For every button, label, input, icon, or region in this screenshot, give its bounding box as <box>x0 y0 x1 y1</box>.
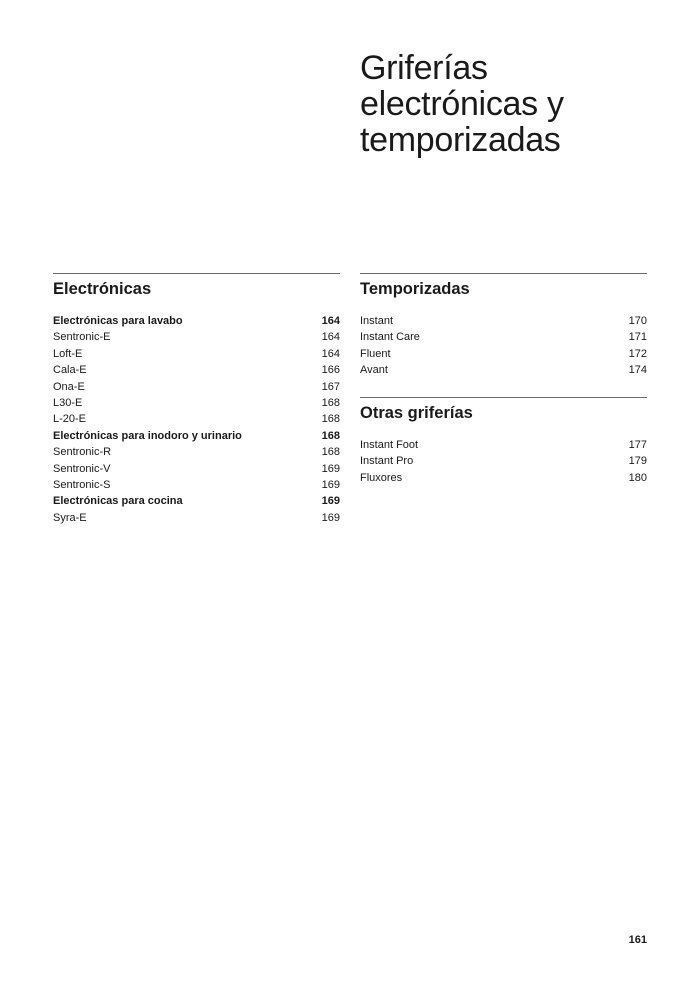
toc-list-otras-griferias <box>360 437 647 486</box>
toc-entry-page: 164 <box>321 347 340 360</box>
section-otras-griferias <box>360 397 647 486</box>
toc-entry-row <box>53 346 340 362</box>
toc-entry-label: L-20-E <box>53 413 87 426</box>
toc-entry-page: 166 <box>321 364 340 377</box>
toc-entry-page: 172 <box>628 347 647 360</box>
toc-entry-label: Syra-E <box>53 511 87 524</box>
toc-entry-page: 170 <box>628 315 647 327</box>
toc-entry-label: Electrónicas para inodoro y urinario <box>53 429 242 442</box>
toc-list-temporizadas <box>360 313 647 379</box>
toc-entry-page: 169 <box>321 511 340 524</box>
toc-entry-page: 164 <box>321 331 340 344</box>
toc-entry-page: 168 <box>321 429 340 442</box>
toc-entry-label: Electrónicas para cocina <box>53 495 183 508</box>
toc-entry-label: Instant Pro <box>360 455 414 468</box>
page-title-line: temporizadas <box>360 121 561 159</box>
toc-entry-page: 168 <box>321 413 340 426</box>
page-number: 161 <box>628 934 647 946</box>
toc-entry-row <box>360 470 647 486</box>
toc-entry-page: 168 <box>321 396 340 409</box>
section-heading-temporizadas: Temporizadas <box>360 280 470 298</box>
toc-entry-label: Fluent <box>360 347 391 360</box>
section-heading-otras-griferias: Otras griferías <box>360 404 473 422</box>
toc-entry-row <box>360 362 647 378</box>
toc-entry-page: 169 <box>321 462 340 475</box>
toc-category-row <box>53 313 340 329</box>
toc-entry-row <box>53 329 340 345</box>
toc-entry-row <box>360 453 647 469</box>
toc-entry-row <box>360 346 647 362</box>
section-temporizadas <box>360 273 647 379</box>
toc-entry-label: Electrónicas para lavabo <box>53 315 183 327</box>
toc-entry-row <box>53 444 340 460</box>
toc-category-row <box>53 493 340 509</box>
toc-entry-row <box>53 461 340 477</box>
toc-entry-page: 164 <box>321 315 340 327</box>
toc-entry-page: 171 <box>628 331 647 344</box>
toc-entry-page: 169 <box>321 495 340 508</box>
toc-category-row <box>53 428 340 444</box>
page-title-line: Griferías <box>360 49 488 87</box>
toc-entry-label: Instant Foot <box>360 439 419 451</box>
toc-entry-row <box>53 411 340 427</box>
toc-entry-label: Sentronic-R <box>53 446 112 459</box>
toc-entry-page: 180 <box>628 471 647 484</box>
toc-entry-label: Sentronic-V <box>53 462 111 475</box>
toc-entry-page: 177 <box>628 439 647 451</box>
section-electronicas <box>53 273 340 526</box>
toc-entry-page: 179 <box>628 455 647 468</box>
toc-entry-row <box>53 510 340 526</box>
toc-entry-label: Sentronic-S <box>53 478 111 491</box>
section-heading-electronicas: Electrónicas <box>53 280 152 298</box>
toc-entry-label: Cala-E <box>53 364 87 377</box>
toc-entry-row <box>53 395 340 411</box>
toc-entry-row <box>360 329 647 345</box>
toc-entry-label: Instant Care <box>360 331 420 344</box>
toc-entry-label: Instant <box>360 315 394 327</box>
toc-entry-label: Sentronic-E <box>53 331 111 344</box>
toc-entry-row <box>53 362 340 378</box>
toc-entry-page: 169 <box>321 478 340 491</box>
toc-entry-label: Loft-E <box>53 347 83 360</box>
toc-entry-label: Fluxores <box>360 471 403 484</box>
toc-list-electronicas <box>53 313 340 526</box>
page-title-line: electrónicas y <box>360 85 564 123</box>
toc-entry-row <box>360 313 647 329</box>
page-title <box>360 50 680 158</box>
toc-entry-label: Avant <box>360 364 388 377</box>
toc-entry-row <box>360 437 647 453</box>
toc-entry-label: L30-E <box>53 396 83 409</box>
toc-entry-page: 174 <box>628 364 647 377</box>
toc-entry-page: 168 <box>321 446 340 459</box>
toc-entry-label: Ona-E <box>53 380 85 393</box>
toc-entry-page: 167 <box>321 380 340 393</box>
toc-entry-row <box>53 477 340 493</box>
toc-entry-row <box>53 379 340 395</box>
